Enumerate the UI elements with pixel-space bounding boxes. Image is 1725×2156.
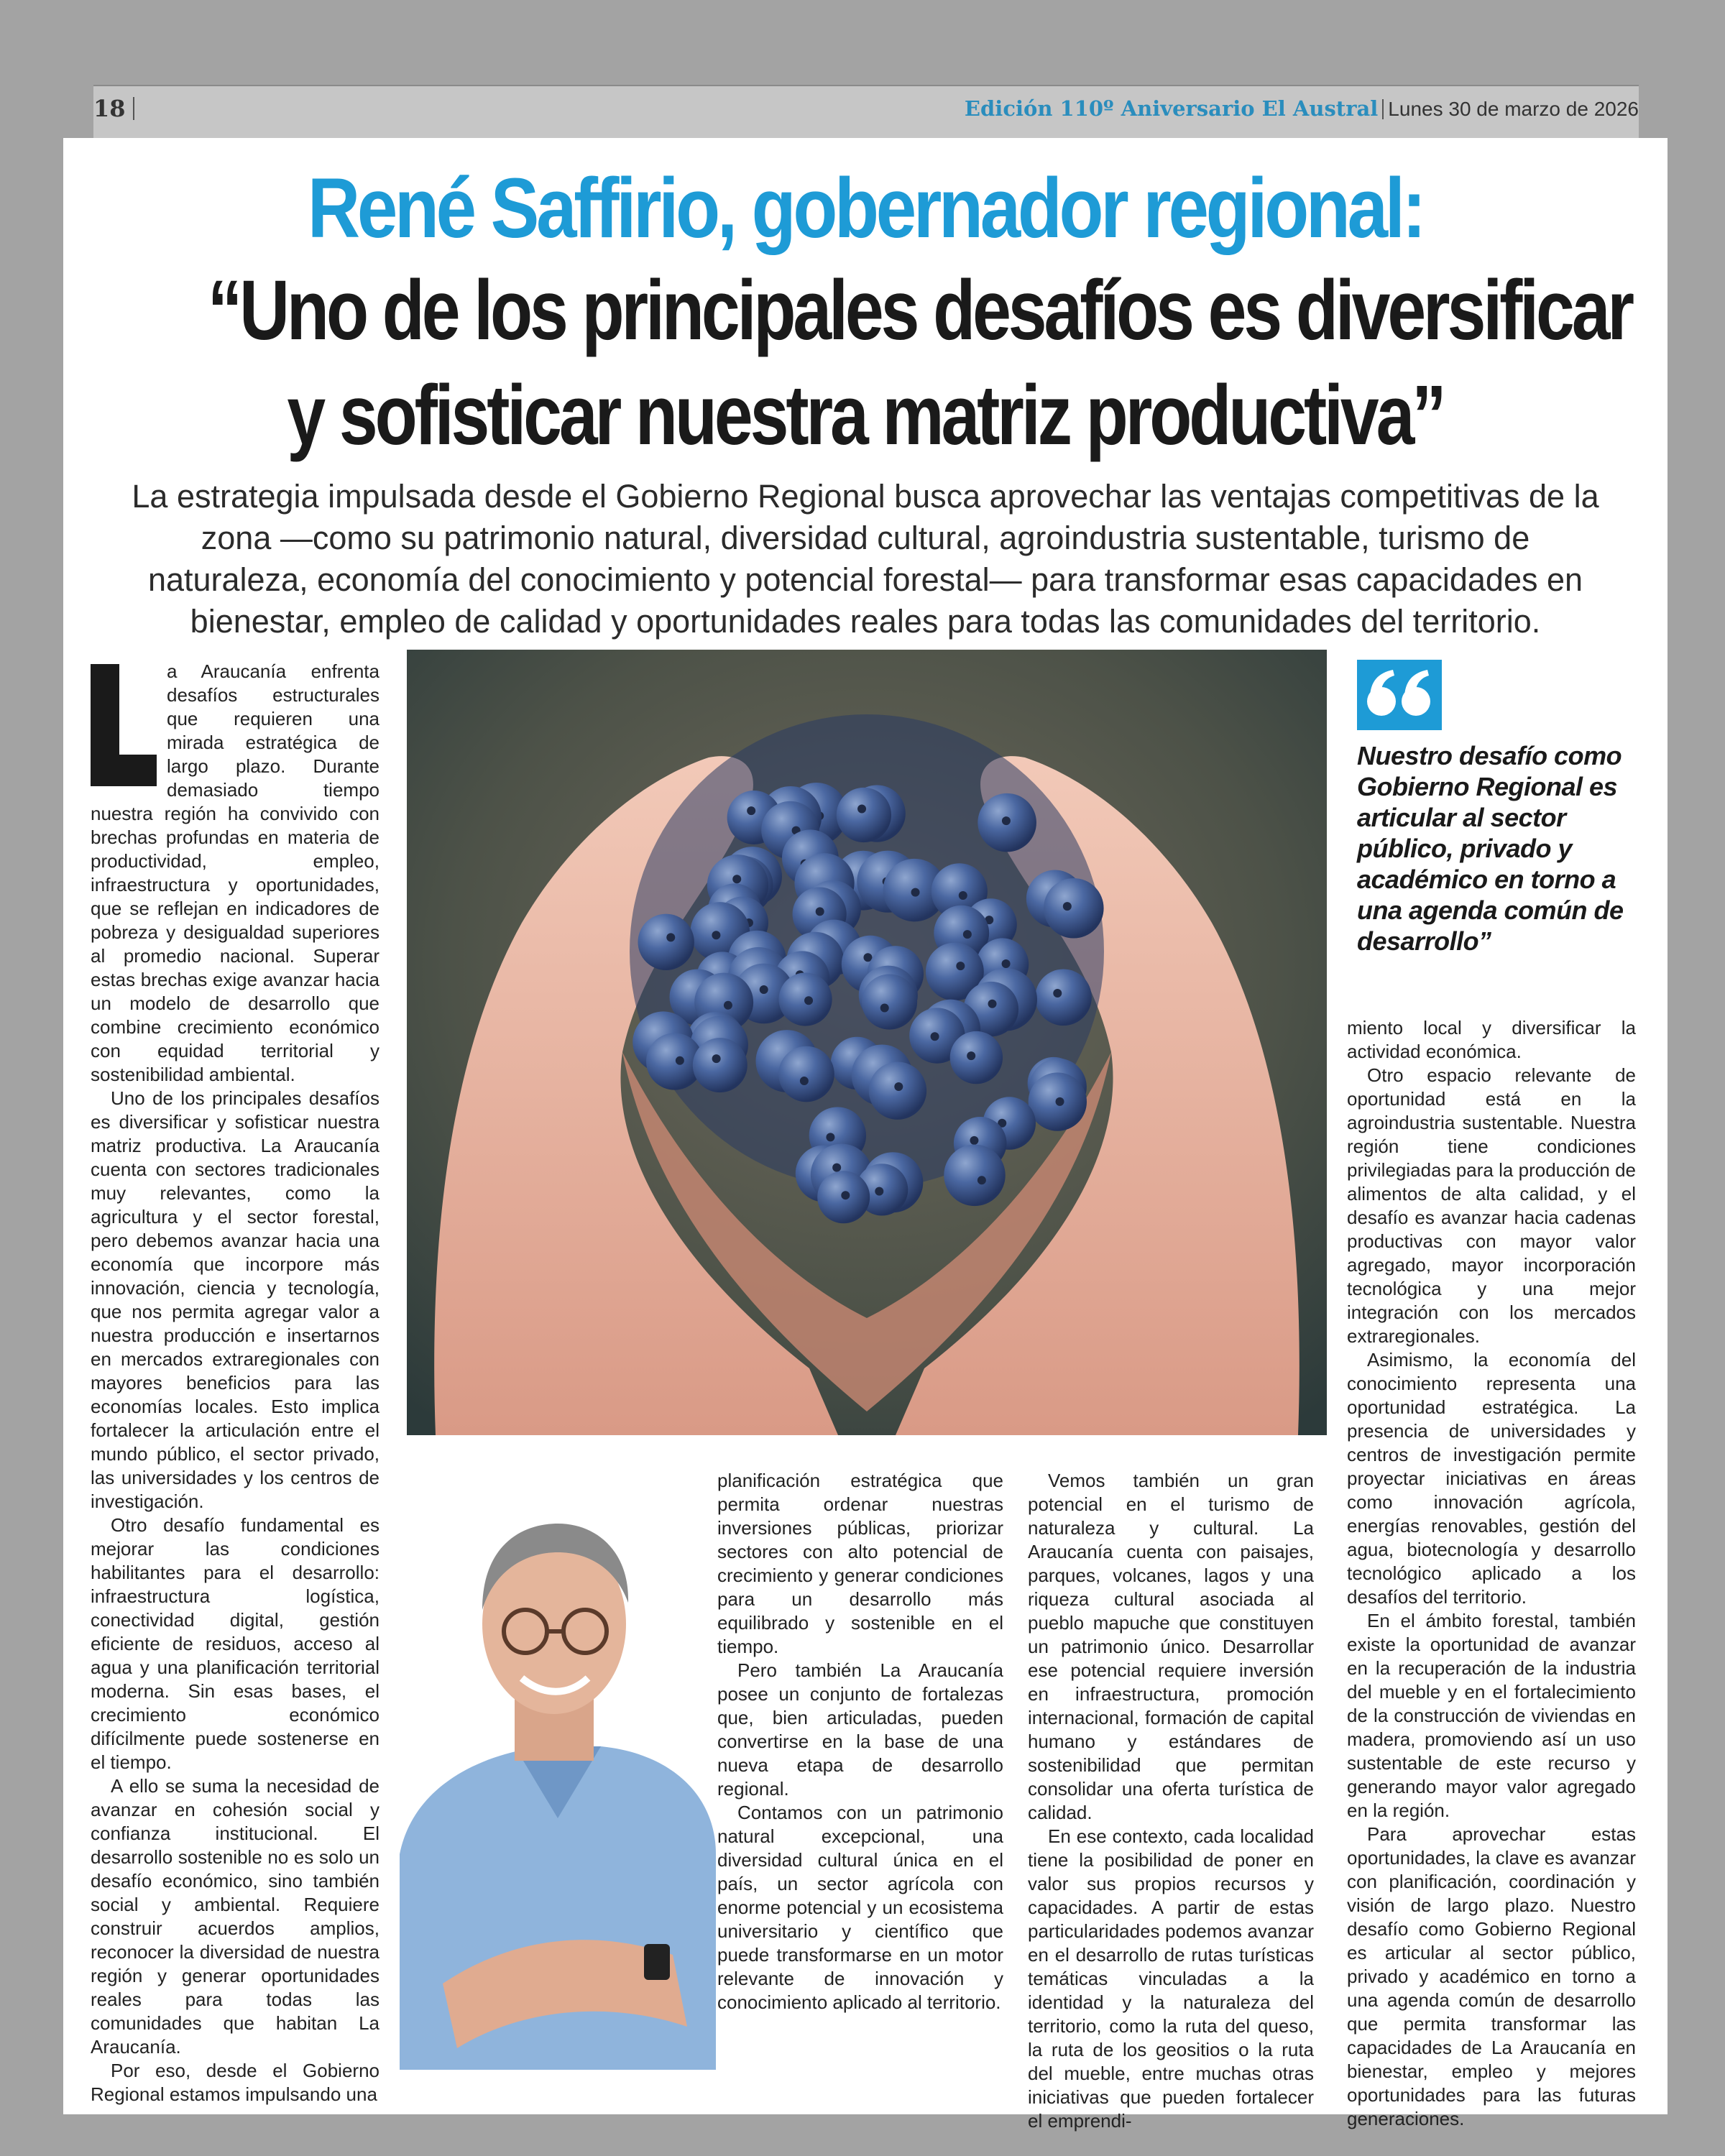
blueberry: [950, 1031, 1003, 1084]
blueberry: [944, 1145, 1005, 1206]
blueberry-crown: [959, 891, 967, 900]
blueberry: [778, 1046, 834, 1102]
paragraph: Por eso, desde el Gobierno Regional estamos impulsando una: [91, 2060, 380, 2105]
blueberry: [638, 914, 694, 970]
blueberry-crown: [676, 1056, 684, 1065]
column-2: [717, 1469, 1003, 2065]
blueberry-crown: [712, 931, 720, 939]
blueberry-crown: [931, 1032, 939, 1041]
blueberry-crown: [747, 806, 755, 815]
blueberry-crown: [970, 1136, 978, 1145]
article-page: [63, 138, 1668, 2132]
paragraph: A ello se suma la necesidad de avanzar en cohesión social y confianza institucional. El desarrollo sostenible no es solo un desafío económico, sino también social y ambiental. Requiere construir acuerdos amplios, reconocer la diversidad de nuestra región y generar oportunidades reales para todas las comunidades que habitan La Araucanía.: [91, 1775, 380, 2058]
blueberry-crown: [1056, 1097, 1064, 1106]
blueberry: [837, 788, 891, 842]
paragraph: Para aprovechar estas oportunidades, la clave es avanzar con planificación, coordinación y visión de largo plazo. Nuestro desafío como Gobierno Regional es articular al sector público, privado y académico en torno a una agenda común de desarrollo que permita transformar las capacidades de La Araucanía en bienestar, empleo y mejores oportunidades para las futuras generaciones.: [1347, 1823, 1636, 2129]
blueberry-crown: [880, 1003, 889, 1012]
blueberry-crown: [988, 1000, 997, 1008]
blueberry-crown: [857, 805, 866, 814]
blueberry-crown: [1053, 989, 1062, 998]
page-number: 18: [93, 95, 134, 122]
blueberry-crown: [956, 962, 965, 970]
blueberry-crown: [816, 907, 824, 916]
blueberry-crown: [967, 1051, 975, 1060]
headline-kicker: René Saffirio, gobernador regional:: [307, 161, 1424, 256]
pull-quote: [1357, 660, 1644, 957]
headline-line-2: y sofisticar nuestra matriz productiva”: [287, 368, 1444, 463]
blueberry-crown: [963, 930, 972, 939]
blueberry-crown: [1063, 902, 1072, 911]
blueberries-photo: [407, 650, 1327, 1435]
column-1: [91, 660, 380, 2105]
page-header-bar: [93, 85, 1639, 141]
dropcap-letter: [91, 664, 157, 786]
blueberry: [1035, 969, 1092, 1026]
paragraph: En el ámbito forestal, también existe la oportunidad de avanzar en la recuperación de la industria del mueble y en el fortalecimiento de la construcción de viviendas en madera, promoviendo así un uso sustentable de este recurso y generando mayor valor agregado en la región.: [1347, 1610, 1636, 1821]
blueberry-crown: [760, 985, 768, 994]
blueberries-illustration: [407, 650, 1327, 1435]
paragraph: Vemos también un gran potencial en el turismo de naturaleza y cultural. La Araucanía cuenta con paisajes, parques, volcanes, lagos y una riqueza cultural asociada al pueblo mapuche que constituyen un patrimonio único. Desarrollar ese potencial requiere inversión en infraestructura, promoción internacional, formación de capital humano y estándares de sostenibilidad que permitan consolidar una oferta turística de calidad.: [1028, 1470, 1314, 1823]
article-deck: La estrategia impulsada desde el Gobierno Regional busca aprovechar las ventajas competitivas de la zona —como su patrimonio natural, diversidad cultural, agroindustria sustentable, turismo de naturaleza, economía del conocimiento y potencial forestal— para transformar esas capacidades en bienestar, empleo de calidad y oportunidades reales para todas las comunidades del territorio.: [132, 478, 1599, 640]
column-4: [1347, 1016, 1636, 2129]
quote-icon: [1357, 660, 1442, 730]
edition-info: [965, 96, 1639, 121]
blueberry: [693, 1038, 748, 1092]
blueberry-crown: [1002, 959, 1011, 968]
paragraph: Otro desafío fundamental es mejorar las condiciones habilitantes para el desarrollo: infraestructura logística, conectividad digital, gestión eficiente de residuos, acceso al agua y una planificación territorial moderna. Sin esas bases, el crecimiento económico difícilmente puede sostenerse en el tiempo.: [91, 1514, 380, 1773]
blueberry-crown: [978, 1176, 986, 1184]
portrait-illustration: [400, 1480, 716, 2070]
blueberry-crown: [826, 1133, 834, 1141]
paragraph: Asimismo, la economía del conocimiento representa una oportunidad estratégica. La presencia de universidades y centros de investigación permite proyectar iniciativas en áreas como innovación agrícola, energías renovables, gestión del agua, biotecnología y desarrollo tecnológico aplicado a los desafíos del territorio.: [1347, 1349, 1636, 1608]
paragraph: Otro espacio relevante de oportunidad está en la agroindustria sustentable. Nuestra región tiene condiciones privilegiadas para la producción de alimentos de alta calidad, y el desafío es avanzar hacia cadenas productivas con mayor valor agregado, mayor incorporación tecnológica y una mejor integración con los mercados extraregionales.: [1347, 1064, 1636, 1347]
blueberry-crown: [804, 996, 813, 1005]
paragraph: En ese contexto, cada localidad tiene la posibilidad de poner en valor sus propios recursos y capacidades. A partir de estas particularidades podemos avanzar en el desarrollo de rutas turísticas temáticas vinculadas a la identidad y la naturaleza del territorio, como la ruta del queso, la ruta de los geositios o la ruta del mueble, entre muchas otras iniciativas que pueden fortalecer el emprendi-: [1028, 1825, 1314, 2132]
blueberry-crown: [875, 1187, 883, 1196]
paragraph: Pero también La Araucanía posee un conjunto de fortalezas que, bien articuladas, pueden convertirse en la base de una nueva etapa de desarrollo regional.: [717, 1659, 1003, 1800]
blueberry-crown: [832, 1164, 841, 1172]
blueberry-crown: [841, 1191, 850, 1199]
blueberry-crown: [894, 1082, 903, 1091]
governor-portrait: [400, 1480, 716, 2070]
blueberry-crown: [732, 875, 741, 883]
paragraph: Uno de los principales desafíos es diversificar y sofisticar nuestra matriz productiva. La Araucanía cuenta con sectores tradicionales muy relevantes, como la agricultura y el sector forestal, pero debemos avanzar hacia una economía que incorpore más innovación, ciencia y tecnología, que nos permita agregar valor a nuestra producción e insertarnos en mercados extraregionales con mayores beneficios para las economías locales. Esto implica fortalecer la articulación entre el mundo público, el sector privado, las universidades y los centros de investigación.: [91, 1087, 380, 1512]
blueberry-crown: [800, 1077, 809, 1085]
column-3: [1028, 1469, 1314, 2132]
edition-title: Edición 110º Aniversario El Austral: [964, 96, 1379, 121]
headline-line-1: “Uno de los principales desafíos es diversificar: [207, 263, 1632, 358]
blueberry: [1044, 878, 1104, 939]
blueberry-crown: [724, 1001, 732, 1010]
blueberry-crown: [1002, 816, 1011, 825]
paragraph: planificación estratégica que permita ordenar nuestras inversiones públicas, priorizar sectores con alto potencial de crecimiento y generar condiciones para un desarrollo más equilibrado y sostenible en el tiempo.: [717, 1470, 1003, 1657]
pull-quote-text: Nuestro desafío como Gobierno Regional es articular al sector público, privado y académico en torno a una agenda común de desarrollo”: [1357, 741, 1624, 956]
blueberry-crown: [712, 1054, 721, 1063]
paragraph: a Araucanía enfrenta desafíos estructurales que requieren una mirada estratégica de largo plazo. Durante demasiado tiempo nuestra región ha convivido con brechas profundas en materia de productividad, empleo, infraestructura y oportunidades, que se reflejan en indicadores de pobreza y desigualdad superiores al promedio nacional. Superar estas brechas exige avanzar hacia un modelo de desarrollo que combine crecimiento económico con equidad territorial y sostenibilidad ambiental.: [91, 660, 380, 1085]
blueberry: [862, 974, 917, 1029]
blueberry-crown: [911, 888, 920, 897]
paragraph: miento local y diversificar la actividad económica.: [1347, 1017, 1636, 1062]
blueberry-crown: [666, 933, 675, 941]
edition-date: Lunes 30 de marzo de 2026: [1388, 98, 1639, 120]
paragraph: Contamos con un patrimonio natural excepcional, una diversidad cultural única en el país, un sector agrícola con enorme potencial y un ecosistema universitario y científico que puede transformarse en un motor relevante de innovación y conocimiento aplicado al territorio.: [717, 1802, 1003, 2013]
